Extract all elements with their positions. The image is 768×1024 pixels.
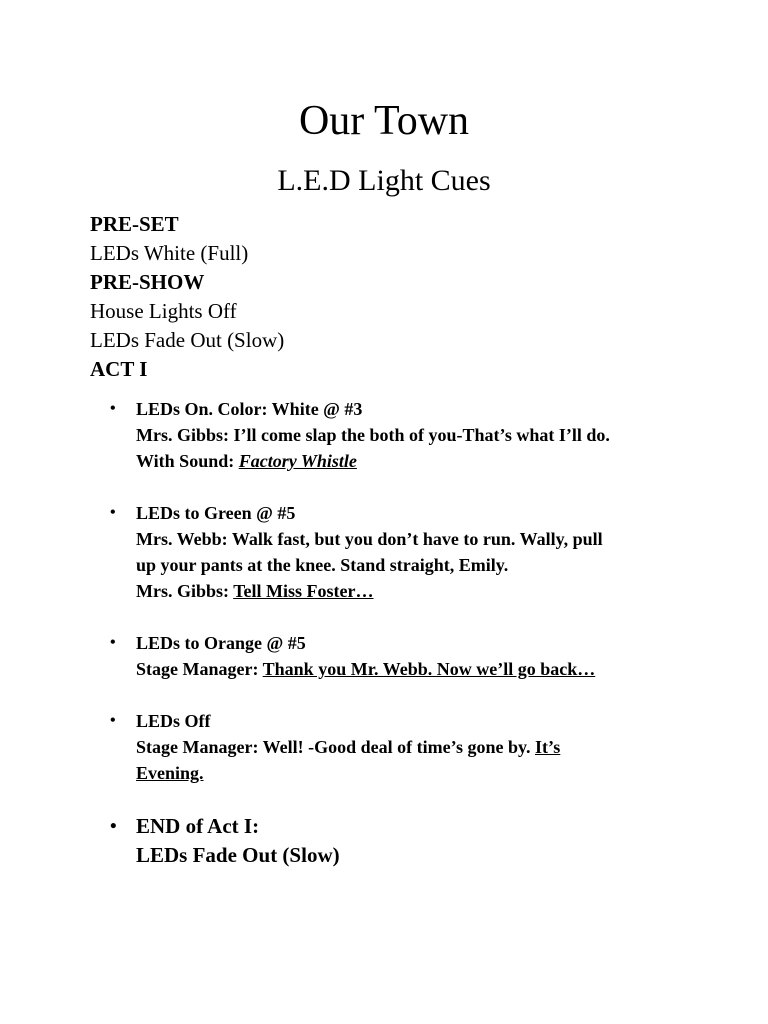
cue-heading: LEDs Off (136, 711, 211, 731)
cue-line (136, 578, 690, 604)
bullet-icon: • (110, 400, 116, 417)
cue-line: LEDs Fade Out (Slow) (136, 843, 340, 867)
bullet-icon: • (110, 634, 116, 651)
cue-list (110, 396, 690, 896)
sound-cue-link: Factory Whistle (238, 451, 357, 471)
cue-heading: LEDs On. Color: White @ #3 (136, 399, 363, 419)
cue-line: Mrs. Webb: Walk fast, but you don’t have to run. Wally, pull (136, 529, 603, 549)
bullet-icon: • (110, 504, 116, 521)
preset-heading: PRE-SET (90, 212, 179, 236)
cue-heading: LEDs to Green @ #5 (136, 503, 296, 523)
cue-line-link: It’s (534, 737, 561, 757)
bullet-icon: • (110, 712, 116, 729)
cue-heading: LEDs to Orange @ #5 (136, 633, 306, 653)
bullet-icon: • (110, 816, 117, 837)
cue-label: Mrs. Gibbs: (136, 581, 234, 601)
cue-label: Stage Manager: (136, 659, 263, 679)
cue-label: Stage Manager: Well! -Good deal of time’s gone by. (136, 737, 535, 757)
cue-line: up your pants at the knee. Stand straight, Emily. (136, 555, 509, 575)
cue-heading: END of Act I: (136, 814, 260, 838)
document-subtitle: L.E.D Light Cues (277, 164, 491, 197)
document-title: Our Town (298, 98, 470, 144)
act-heading: ACT I (90, 357, 148, 381)
cue-line-link: Evening. (136, 763, 204, 783)
cue-sections (90, 210, 730, 384)
cue-line (136, 734, 690, 760)
cue-item (110, 630, 690, 682)
cue-item (110, 396, 690, 474)
cue-line (136, 656, 690, 682)
preset-line: LEDs White (Full) (90, 241, 249, 265)
preshow-line: LEDs Fade Out (Slow) (90, 328, 285, 352)
cue-line-link: Tell Miss Foster… (233, 581, 374, 601)
cue-line (136, 760, 690, 786)
cue-item (110, 500, 690, 604)
cue-item (110, 812, 690, 870)
cue-line: Mrs. Gibbs: I’ll come slap the both of you-That’s what I’ll do. (136, 425, 610, 445)
preshow-heading: PRE-SHOW (90, 270, 205, 294)
cue-line-link: Thank you Mr. Webb. Now we’ll go back… (262, 659, 596, 679)
cue-item (110, 708, 690, 786)
cue-line (136, 448, 690, 474)
cue-label: With Sound: (136, 451, 239, 471)
preshow-line: House Lights Off (90, 299, 237, 323)
